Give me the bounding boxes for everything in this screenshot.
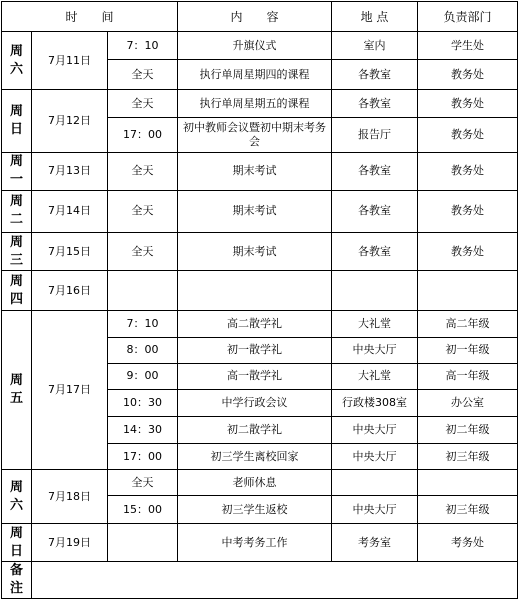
content-cell: 初三学生返校 [178, 496, 332, 524]
location-cell: 各教室 [332, 60, 418, 90]
dept-cell: 初三年级 [418, 496, 518, 524]
content-cell: 初三学生离校回家 [178, 444, 332, 470]
header-location: 地 点 [332, 2, 418, 32]
day-label: 周四 [9, 273, 23, 307]
day-label: 周三 [9, 234, 23, 268]
content-cell: 初一散学礼 [178, 337, 332, 363]
content-cell: 期末考试 [178, 190, 332, 232]
date-cell: 7月16日 [32, 271, 108, 311]
dept-cell [418, 271, 518, 311]
header-time: 时 间 [2, 2, 178, 32]
location-cell: 考务室 [332, 524, 418, 561]
notes-row [2, 561, 518, 598]
location-cell: 中央大厅 [332, 444, 418, 470]
time-cell: 17：00 [108, 444, 178, 470]
date-cell: 7月13日 [32, 152, 108, 190]
dept-cell: 教务处 [418, 118, 518, 152]
location-cell: 中央大厅 [332, 337, 418, 363]
date-cell: 7月17日 [32, 311, 108, 470]
day-label: 周六 [9, 43, 23, 77]
content-cell [178, 271, 332, 311]
header-content: 内 容 [178, 2, 332, 32]
content-cell: 期末考试 [178, 152, 332, 190]
time-cell: 10：30 [108, 389, 178, 416]
time-cell: 全天 [108, 233, 178, 271]
time-cell: 17：00 [108, 118, 178, 152]
location-cell: 室内 [332, 32, 418, 60]
date-cell: 7月19日 [32, 524, 108, 561]
time-cell [108, 524, 178, 561]
day-cell [2, 233, 32, 271]
table-row [2, 470, 518, 496]
header-row [2, 2, 518, 32]
time-cell: 9：00 [108, 363, 178, 389]
notes-content [32, 561, 518, 598]
date-cell: 7月12日 [32, 90, 108, 152]
location-cell: 中央大厅 [332, 496, 418, 524]
weekly-schedule-table [1, 1, 518, 599]
location-cell [332, 271, 418, 311]
time-cell: 全天 [108, 190, 178, 232]
header-department: 负责部门 [418, 2, 518, 32]
date-cell: 7月11日 [32, 32, 108, 90]
location-cell: 各教室 [332, 233, 418, 271]
location-cell: 大礼堂 [332, 363, 418, 389]
location-cell: 行政楼308室 [332, 389, 418, 416]
dept-cell [418, 470, 518, 496]
content-cell: 高一散学礼 [178, 363, 332, 389]
date-cell: 7月18日 [32, 470, 108, 524]
location-cell: 各教室 [332, 152, 418, 190]
day-cell [2, 190, 32, 232]
location-cell [332, 470, 418, 496]
dept-cell: 教务处 [418, 233, 518, 271]
day-label: 周二 [9, 194, 23, 228]
day-cell [2, 32, 32, 90]
time-cell: 全天 [108, 152, 178, 190]
content-cell: 初二散学礼 [178, 416, 332, 443]
time-cell: 全天 [108, 60, 178, 90]
dept-cell: 办公室 [418, 389, 518, 416]
day-label: 周六 [9, 479, 23, 513]
notes-label-cell [2, 561, 32, 598]
time-cell [108, 271, 178, 311]
content-cell: 高二散学礼 [178, 311, 332, 337]
table-row [2, 32, 518, 60]
content-cell: 老师休息 [178, 470, 332, 496]
content-cell: 中考考务工作 [178, 524, 332, 561]
schedule-table-wrapper [1, 1, 517, 599]
dept-cell: 高二年级 [418, 311, 518, 337]
location-cell: 大礼堂 [332, 311, 418, 337]
time-cell: 7：10 [108, 311, 178, 337]
time-cell: 全天 [108, 470, 178, 496]
day-cell [2, 90, 32, 152]
notes-label: 备注 [9, 562, 23, 596]
content-cell: 执行单周星期四的课程 [178, 60, 332, 90]
time-cell: 全天 [108, 90, 178, 118]
time-cell: 14：30 [108, 416, 178, 443]
dept-cell: 学生处 [418, 32, 518, 60]
table-row [2, 233, 518, 271]
day-cell [2, 152, 32, 190]
dept-cell: 考务处 [418, 524, 518, 561]
day-cell [2, 470, 32, 524]
dept-cell: 高一年级 [418, 363, 518, 389]
day-cell [2, 271, 32, 311]
table-row [2, 152, 518, 190]
day-label: 周日 [9, 103, 23, 137]
day-label: 周日 [9, 525, 23, 559]
table-row [2, 524, 518, 561]
dept-cell: 教务处 [418, 60, 518, 90]
day-cell [2, 524, 32, 561]
location-cell: 各教室 [332, 90, 418, 118]
dept-cell: 初一年级 [418, 337, 518, 363]
day-label: 周一 [9, 154, 23, 188]
table-row [2, 190, 518, 232]
location-cell: 各教室 [332, 190, 418, 232]
dept-cell: 教务处 [418, 190, 518, 232]
date-cell: 7月14日 [32, 190, 108, 232]
content-cell: 升旗仪式 [178, 32, 332, 60]
dept-cell: 教务处 [418, 90, 518, 118]
content-cell: 期末考试 [178, 233, 332, 271]
location-cell: 中央大厅 [332, 416, 418, 443]
day-label: 周五 [9, 373, 23, 407]
dept-cell: 初三年级 [418, 444, 518, 470]
day-cell [2, 311, 32, 470]
time-cell: 8：00 [108, 337, 178, 363]
dept-cell: 初二年级 [418, 416, 518, 443]
content-cell: 中学行政会议 [178, 389, 332, 416]
content-cell: 执行单周星期五的课程 [178, 90, 332, 118]
table-row [2, 90, 518, 118]
table-row [2, 311, 518, 337]
time-cell: 7：10 [108, 32, 178, 60]
dept-cell: 教务处 [418, 152, 518, 190]
time-cell: 15：00 [108, 496, 178, 524]
table-row [2, 271, 518, 311]
content-cell: 初中教师会议暨初中期末考务会 [178, 118, 332, 152]
date-cell: 7月15日 [32, 233, 108, 271]
location-cell: 报告厅 [332, 118, 418, 152]
